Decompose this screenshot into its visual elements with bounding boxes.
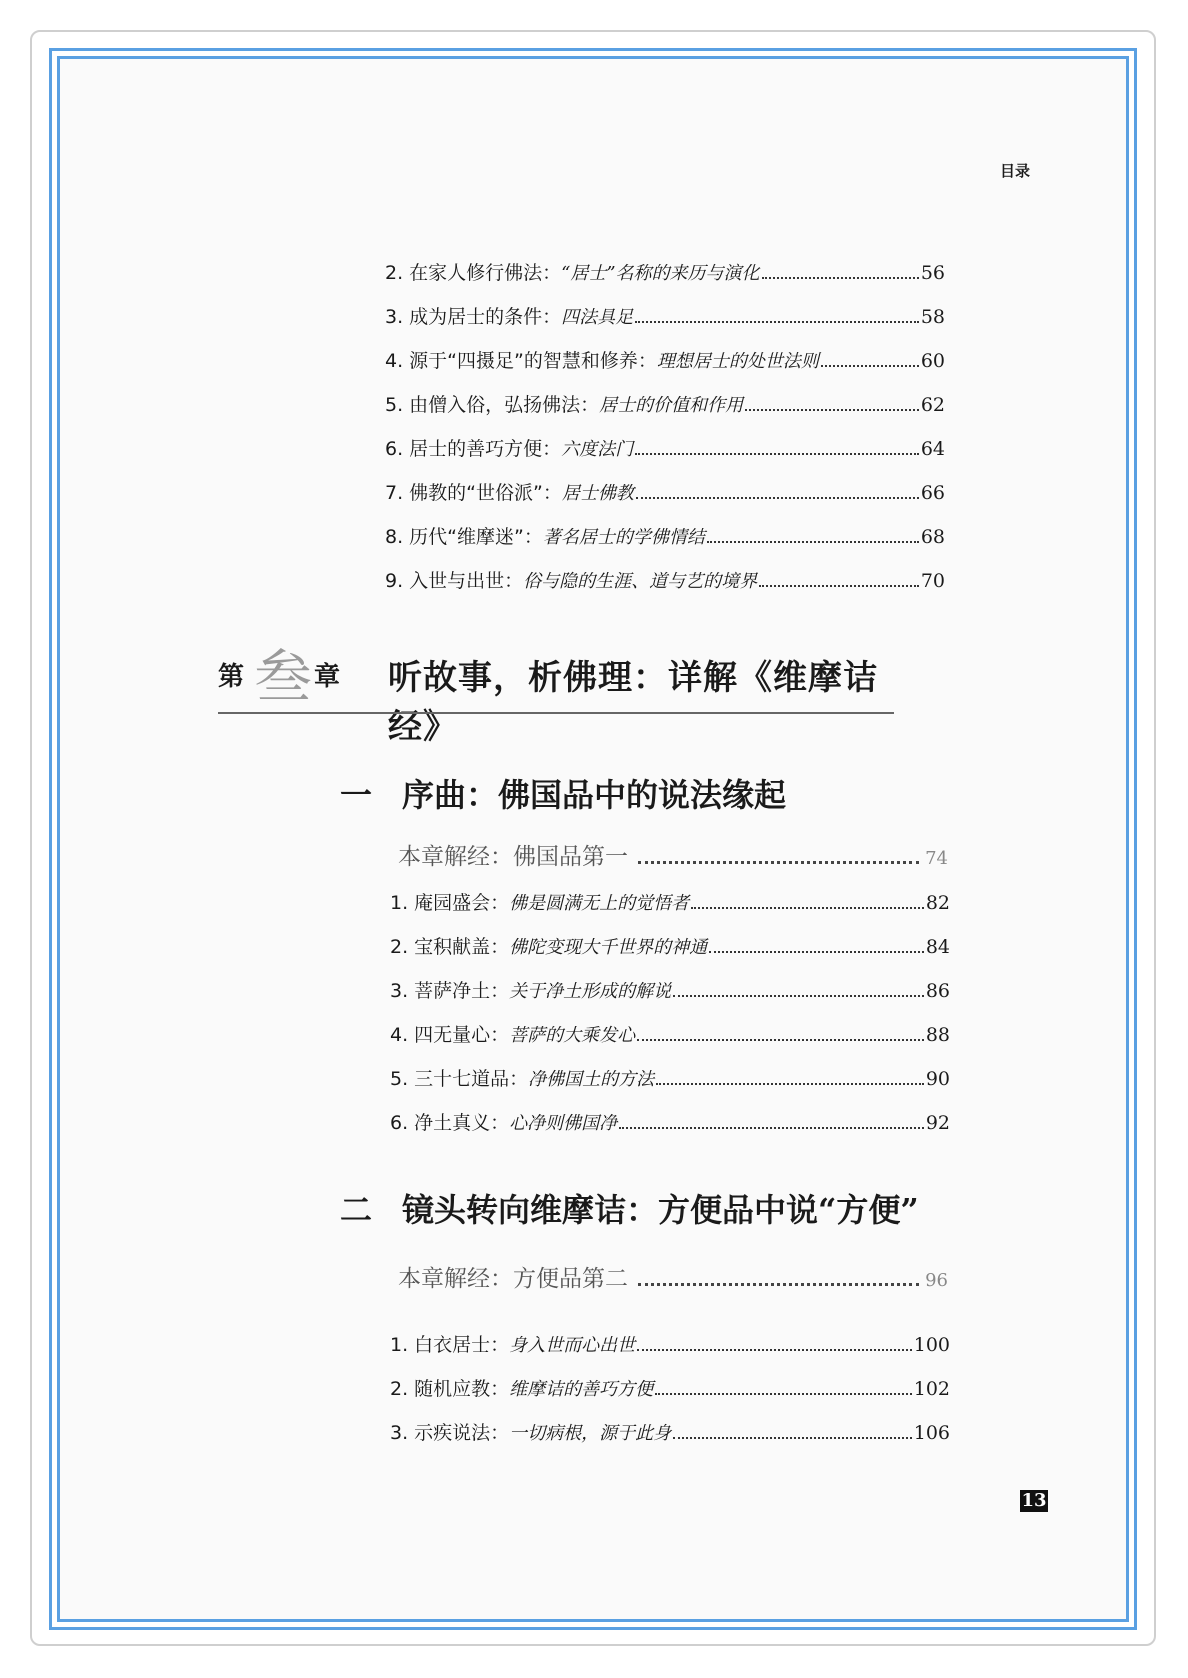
entry-page: 70 [920, 570, 945, 592]
chapter-heading [218, 630, 894, 747]
entry-page: 62 [920, 394, 945, 416]
section-title: 镜头转向维摩诘：方便品中说“方便” [402, 1191, 919, 1229]
dot-leader [655, 1393, 912, 1395]
dot-leader [637, 1349, 912, 1351]
entry-subtitle: 居士佛教 [561, 483, 634, 504]
entry-number: 2. [390, 936, 409, 958]
entry-subtitle: 佛陀变现大千世界的神通 [509, 937, 708, 958]
entry-subtitle: 俗与隐的生涯、道与艺的境界 [523, 571, 758, 592]
page-number: 13 [1021, 1490, 1047, 1511]
entry-number: 1. [390, 1334, 409, 1356]
toc-entry[interactable] [390, 1064, 950, 1091]
entry-subtitle: 一切病根，源于此身 [509, 1423, 672, 1444]
toc-entry[interactable] [385, 434, 945, 461]
entry-title: 居士的善巧方便： [409, 438, 562, 460]
entry-number: 5. [385, 394, 404, 416]
entry-title: 白衣居士： [414, 1334, 510, 1356]
entry-subtitle: 维摩诘的善巧方便 [509, 1379, 654, 1400]
chapter-suffix: 章 [314, 662, 341, 692]
entry-title: 三十七道品： [414, 1068, 529, 1090]
entry-page: 106 [913, 1422, 950, 1444]
section-heading-2 [340, 1185, 919, 1231]
entry-title: 在家人修行佛法： [409, 262, 562, 284]
dot-leader [635, 453, 919, 455]
dot-leader [673, 995, 924, 997]
entry-title: 净土真义： [414, 1112, 510, 1134]
intro-title: 本章解经：佛国品第一 [398, 844, 628, 870]
intro-title: 本章解经：方便品第二 [398, 1266, 628, 1292]
entry-subtitle: 著名居士的学佛情结 [542, 527, 705, 548]
entry-subtitle: 六度法门 [561, 439, 634, 460]
dot-leader [709, 951, 924, 953]
dot-leader [745, 409, 919, 411]
toc-entry[interactable] [390, 1108, 950, 1135]
entry-page: 100 [913, 1334, 950, 1356]
entry-subtitle: 心净则佛国净 [509, 1113, 618, 1134]
entry-number: 3. [390, 980, 409, 1002]
section-heading-1 [340, 770, 786, 816]
dot-leader [707, 541, 919, 543]
entry-page: 66 [920, 482, 945, 504]
entry-page: 82 [925, 892, 950, 914]
entry-title: 历代“维摩迷”： [409, 526, 543, 548]
entry-title: 菩萨净土： [414, 980, 510, 1002]
chapter-number: 叁 [254, 643, 313, 711]
entry-subtitle: 居士的价值和作用 [599, 395, 744, 416]
entry-subtitle: 四法具足 [561, 307, 634, 328]
toc-entry[interactable] [385, 258, 945, 285]
entry-title: 佛教的“世俗派”： [409, 482, 562, 504]
chapter-title: 听故事，析佛理：详解《维摩诘经》 [388, 658, 878, 747]
entry-page: 88 [925, 1024, 950, 1046]
dot-leader [635, 321, 919, 323]
toc-entry[interactable] [390, 976, 950, 1003]
toc-entry[interactable] [390, 932, 950, 959]
dot-leader [762, 277, 919, 279]
entry-title: 随机应教： [414, 1378, 510, 1400]
entry-subtitle: 菩萨的大乘发心 [509, 1025, 636, 1046]
entry-subtitle: 身入世而心出世 [509, 1335, 636, 1356]
dot-leader [759, 585, 919, 587]
toc-entry[interactable] [390, 1330, 950, 1357]
entry-title: 示疾说法： [414, 1422, 510, 1444]
entry-title: 入世与出世： [409, 570, 524, 592]
toc-entry[interactable] [385, 346, 945, 373]
dot-leader [619, 1127, 924, 1129]
toc-entry[interactable] [385, 478, 945, 505]
entry-number: 2. [385, 262, 404, 284]
entry-number: 3. [390, 1422, 409, 1444]
section-intro-row[interactable] [398, 838, 948, 871]
entry-title: 宝积献盖： [414, 936, 510, 958]
entry-page: 102 [913, 1378, 950, 1400]
dot-leader [638, 1283, 919, 1286]
chapter-underline [218, 712, 894, 714]
entry-title: 成为居士的条件： [409, 306, 562, 328]
dot-leader [656, 1083, 924, 1085]
running-header: 目录 [1000, 162, 1031, 180]
toc-entry[interactable] [385, 390, 945, 417]
entry-number: 2. [390, 1378, 409, 1400]
toc-entry[interactable] [390, 1020, 950, 1047]
toc-entry[interactable] [390, 1374, 950, 1401]
intro-page: 96 [925, 1270, 948, 1291]
section-intro-row[interactable] [398, 1260, 948, 1293]
dot-leader [636, 497, 919, 499]
entry-number: 6. [385, 438, 404, 460]
entry-page: 60 [920, 350, 945, 372]
entry-number: 7. [385, 482, 404, 504]
dot-leader [638, 861, 919, 864]
toc-entry[interactable] [385, 302, 945, 329]
entry-subtitle: “居士”名称的来历与演化 [561, 263, 760, 284]
entry-number: 3. [385, 306, 404, 328]
entry-number: 1. [390, 892, 409, 914]
dot-leader [691, 907, 924, 909]
entry-subtitle: 净佛国土的方法 [528, 1069, 655, 1090]
entry-number: 4. [385, 350, 404, 372]
entry-subtitle: 关于净土形成的解说 [509, 981, 672, 1002]
entry-page: 68 [920, 526, 945, 548]
dot-leader [673, 1437, 912, 1439]
toc-entry[interactable] [390, 888, 950, 915]
entry-title: 由僧入俗，弘扬佛法： [409, 394, 600, 416]
entry-number: 8. [385, 526, 404, 548]
entry-title: 四无量心： [414, 1024, 510, 1046]
entry-page: 84 [925, 936, 950, 958]
dot-leader [821, 365, 919, 367]
toc-entry[interactable] [385, 566, 945, 593]
entry-subtitle: 理想居士的处世法则 [656, 351, 819, 372]
toc-entry[interactable] [390, 1418, 950, 1445]
entry-subtitle: 佛是圆满无上的觉悟者 [509, 893, 690, 914]
intro-page: 74 [925, 848, 948, 869]
entry-number: 4. [390, 1024, 409, 1046]
entry-page: 58 [920, 306, 945, 328]
entry-page: 92 [925, 1112, 950, 1134]
section-number: 二 [340, 1191, 373, 1229]
toc-entry[interactable] [385, 522, 945, 549]
section-number: 一 [340, 776, 373, 814]
entry-title: 源于“四摄足”的智慧和修养： [409, 350, 657, 372]
entry-title: 庵园盛会： [414, 892, 510, 914]
entry-page: 86 [925, 980, 950, 1002]
section-title: 序曲：佛国品中的说法缘起 [402, 776, 787, 814]
entry-number: 5. [390, 1068, 409, 1090]
chapter-prefix: 第 [218, 662, 245, 692]
dot-leader [637, 1039, 924, 1041]
entry-number: 6. [390, 1112, 409, 1134]
entry-number: 9. [385, 570, 404, 592]
entry-page: 64 [920, 438, 945, 460]
entry-page: 56 [920, 262, 945, 284]
entry-page: 90 [925, 1068, 950, 1090]
